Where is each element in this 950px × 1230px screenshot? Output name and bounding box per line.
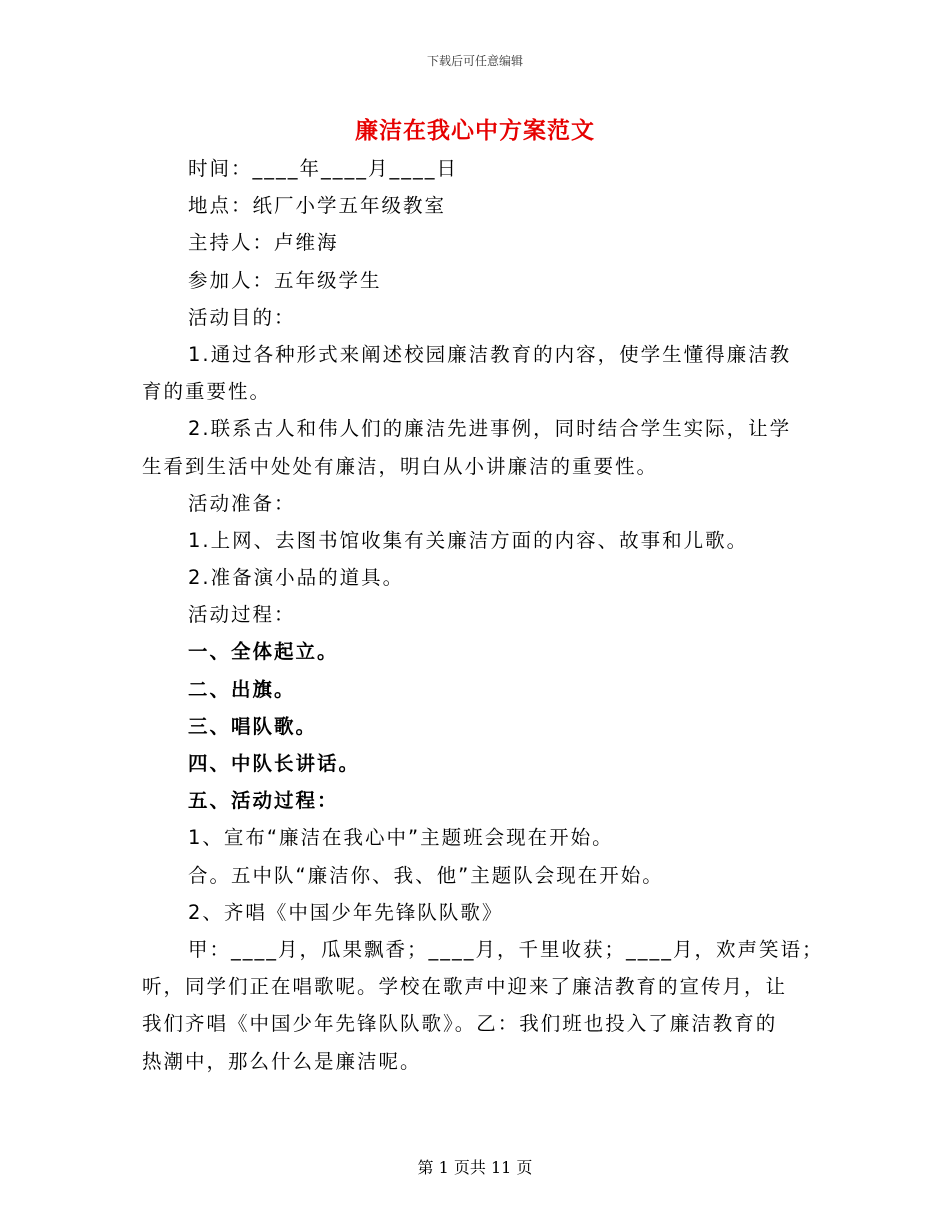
paragraph-line: 生看到生活中处处有廉洁，明白从小讲廉洁的重要性。 — [142, 454, 659, 478]
paragraph-line: 甲：____月，瓜果飘香；____月，千里收获；____月，欢声笑语； — [188, 937, 824, 961]
page-number: 第 1 页共 11 页 — [417, 1158, 533, 1177]
header-note: 下载后可任意编辑 — [426, 54, 523, 68]
section-heading-process: 活动过程： — [188, 603, 296, 627]
process-step: 五、活动过程： — [188, 789, 339, 813]
paragraph-line: 育的重要性。 — [142, 380, 272, 404]
paragraph-line: 2.联系古人和伟人们的廉洁先进事例，同时结合学生实际，让学 — [188, 417, 792, 441]
meeting-participants: 参加人：五年级学生 — [188, 268, 382, 292]
meeting-host: 主持人：卢维海 — [188, 231, 339, 255]
paragraph-line: 2、齐唱《中国少年先锋队队歌》 — [188, 900, 504, 924]
paragraph-line: 1、宣布“廉洁在我心中”主题班会现在开始。 — [188, 826, 614, 850]
process-step: 四、中队长讲话。 — [188, 752, 361, 775]
paragraph-line: 我们齐唱《中国少年先锋队队歌》。乙：我们班也投入了廉洁教育的 — [142, 1012, 778, 1036]
paragraph-line: 听，同学们正在唱歌呢。学校在歌声中迎来了廉洁教育的宣传月，让 — [142, 975, 788, 999]
section-heading-preparation: 活动准备： — [188, 491, 296, 515]
paragraph-line: 热潮中，那么什么是廉洁呢。 — [142, 1049, 422, 1073]
paragraph-line: 1.上网、去图书馆收集有关廉洁方面的内容、故事和儿歌。 — [188, 528, 749, 552]
process-step: 二、出旗。 — [188, 677, 296, 701]
meeting-time: 时间：____年____月____日 — [188, 157, 459, 180]
process-step: 一、全体起立。 — [188, 640, 339, 664]
paragraph-line: 合。五中队“廉洁你、我、他”主题队会现在开始。 — [188, 863, 664, 887]
paragraph-line: 1.通过各种形式来阐述校园廉洁教育的内容，使学生懂得廉洁教 — [188, 342, 792, 366]
section-heading-purpose: 活动目的： — [188, 305, 296, 329]
document-body — [142, 150, 824, 1080]
process-step: 三、唱队歌。 — [188, 714, 318, 738]
meeting-location: 地点：纸厂小学五年级教室 — [188, 194, 447, 218]
document-title: 廉洁在我心中方案范文 — [355, 118, 595, 144]
paragraph-line: 2.准备演小品的道具。 — [188, 566, 405, 590]
